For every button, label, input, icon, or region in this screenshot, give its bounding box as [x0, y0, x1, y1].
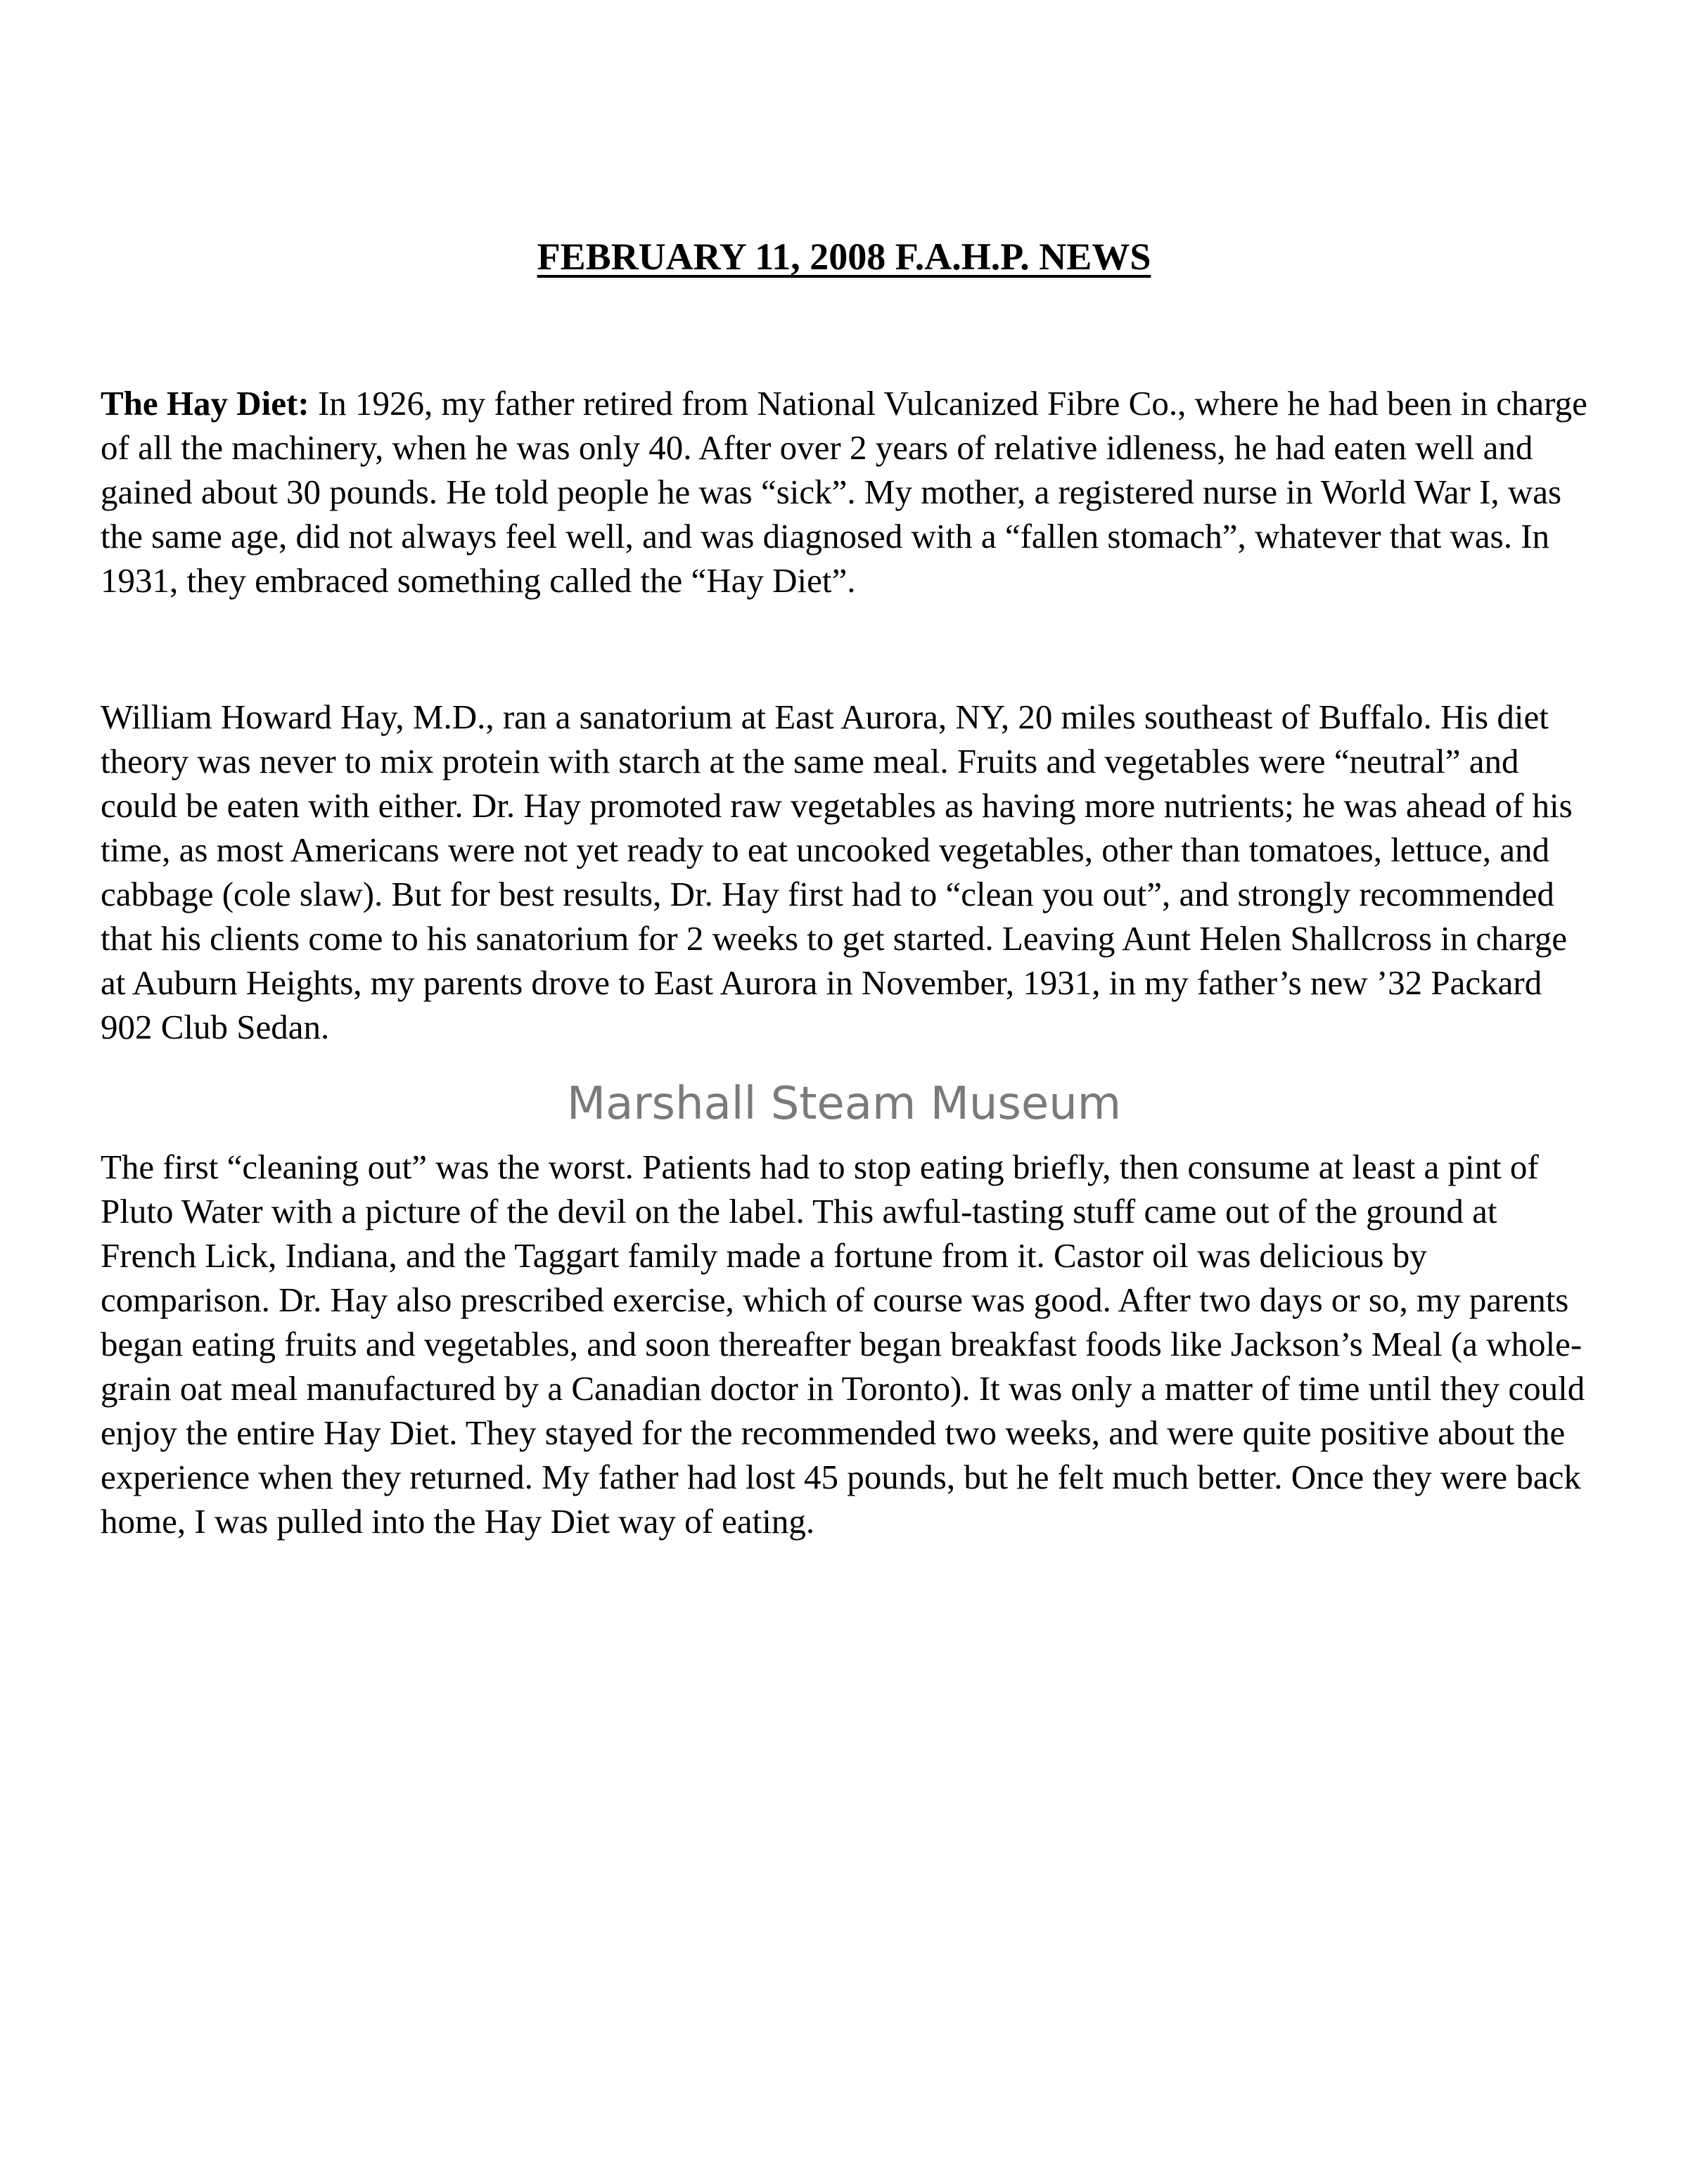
- watermark: Marshall Steam Museum: [566, 1078, 1122, 1130]
- paragraph-text: The first “cleaning out” was the worst. Patients had to stop eating briefly, then consume at least a pint of Pluto Water with a picture of the devil on the label. This awful-tasting stuff came out of the ground at French Lick, Indiana, and the Taggart family made a fortune from it. Castor oil was delicious by comparison. Dr. Hay also prescribed exercise, which of course was good. After two days or so, my parents began eating fruits and vegetables, and soon thereafter began breakfast foods like Jackson’s Meal (a whole-grain oat meal manufactured by a Canadian doctor in Toronto). It was only a matter of time until they could enjoy the entire Hay Diet. They stayed for the recommended two weeks, and were quite positive about the experience when they returned. My father had lost 45 pounds, but he felt much better. Once they were back home, I was pulled into the Hay Diet way of eating.: [101, 1148, 1585, 1541]
- paragraph-sanatorium: [101, 695, 1599, 1049]
- paragraph-text: In 1926, my father retired from National Vulcanized Fibre Co., where he had been in charge of all the machinery, when he was only 40. After over 2 years of relative idleness, he had eaten well and gained about 30 pounds. He told people he was “sick”. My mother, a registered nurse in World War I, was the same age, did not always feel well, and was diagnosed with a “fallen stomach”, whatever that was. In 1931, they embraced something called the “Hay Diet”.: [101, 384, 1587, 600]
- page-title-text: FEBRUARY 11, 2008 F.A.H.P. NEWS: [537, 236, 1151, 278]
- paragraph-hay-diet-intro: [101, 381, 1599, 603]
- paragraph-lead-heading: The Hay Diet:: [101, 384, 309, 423]
- page-title: [0, 232, 1688, 281]
- paragraph-cleaning-out: [101, 1145, 1599, 1543]
- paragraph-text: William Howard Hay, M.D., ran a sanatorium at East Aurora, NY, 20 miles southeast of Buffalo. His diet theory was never to mix protein with starch at the same meal. Fruits and vegetables were “neutral” and could be eaten with either. Dr. Hay promoted raw vegetables as having more nutrients; he was ahead of his time, as most Americans were not yet ready to eat uncooked vegetables, other than tomatoes, lettuce, and cabbage (cole slaw). But for best results, Dr. Hay first had to “clean you out”, and strongly recommended that his clients come to his sanatorium for 2 weeks to get started. Leaving Aunt Helen Shallcross in charge at Auburn Heights, my parents drove to East Aurora in November, 1931, in my father’s new ’32 Packard 902 Club Sedan.: [101, 698, 1573, 1046]
